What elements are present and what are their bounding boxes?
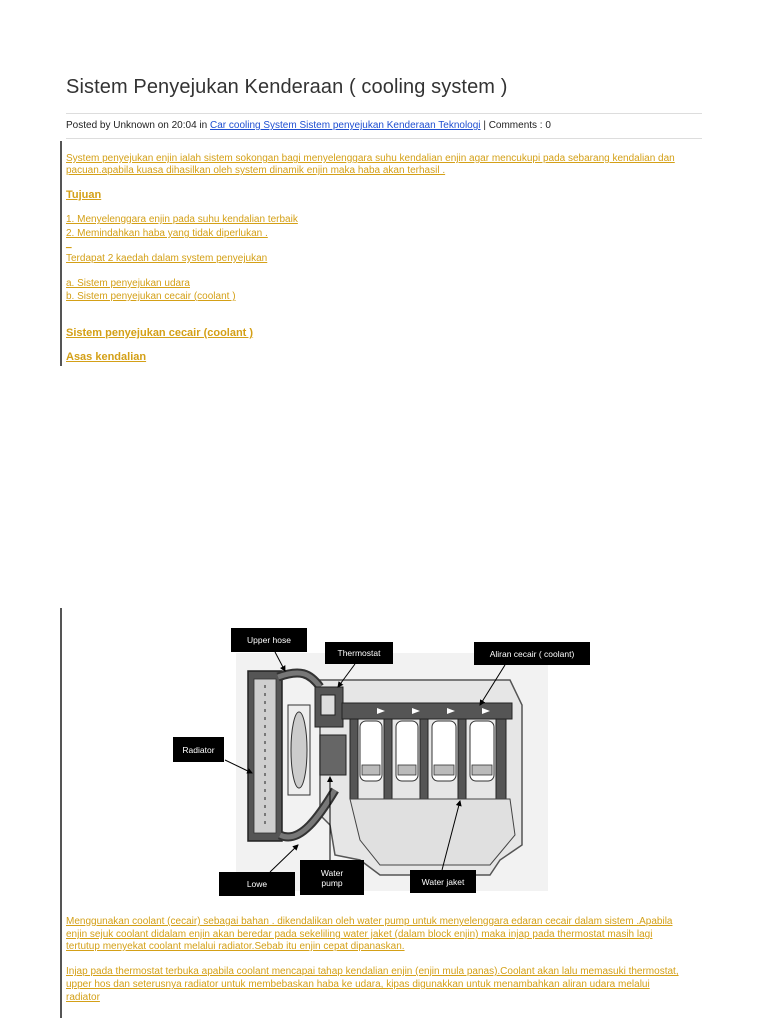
- category-link[interactable]: Car cooling System Sistem penyejukan Kenderaan Teknologi: [210, 120, 481, 131]
- label-water-pump-line1: Water: [320, 867, 344, 878]
- para2-line-3[interactable]: radiator: [66, 992, 100, 1003]
- posted-by-text: Posted by Unknown on 20:04 in: [66, 120, 208, 131]
- label-thermostat: Thermostat: [325, 642, 393, 664]
- tujuan-heading[interactable]: Tujuan: [66, 189, 102, 201]
- content-quote-bar-2: [60, 608, 62, 1018]
- content-quote-bar: [60, 141, 62, 366]
- page-title: Sistem Penyejukan Kenderaan ( cooling system ): [66, 76, 508, 98]
- coolant-heading[interactable]: Sistem penyejukan cecair (coolant ): [66, 327, 254, 339]
- intro-line-1[interactable]: System penyejukan enjin ialah sistem sokongan bagi menyelenggara suhu kendalian enjin agar mencukupi pada sebarang kendalian dan: [66, 153, 675, 164]
- label-water-jaket: Water jaket: [410, 870, 476, 893]
- intro-line-2[interactable]: pacuan.apabila kuasa dihasilkan oleh system dinamik enjin maka haba akan terhasil .: [66, 165, 446, 176]
- title-divider: [66, 113, 702, 114]
- para2-line-2[interactable]: upper hos dan seterusnya radiator untuk membebaskan haba ke udara, kipas digunakkan untuk menambahkan aliran udara melalui: [66, 979, 650, 990]
- engine-illustration: [170, 625, 590, 897]
- tujuan-item-1[interactable]: 1. Menyelenggara enjin pada suhu kendalian terbaik: [66, 214, 298, 225]
- para2-line-1[interactable]: Injap pada thermostat terbuka apabila coolant mencapai tahap kendalian enjin (enjin mula panas).Coolant akan lalu memasuki thermostat,: [66, 966, 679, 977]
- kaedah-intro[interactable]: Terdapat 2 kaedah dalam system penyejukan: [66, 253, 268, 264]
- cooling-system-diagram: [170, 625, 590, 897]
- para1-line-2[interactable]: enjin sejuk coolant didalam enjin akan beredar pada sekeliling water jaket (dalam block enjin) maka injap pada thermostat masih lagi: [66, 929, 653, 940]
- kaedah-item-a[interactable]: a. Sistem penyejukan udara: [66, 278, 190, 289]
- meta-divider: [66, 138, 702, 139]
- kaedah-item-b[interactable]: b. Sistem penyejukan cecair (coolant ): [66, 291, 236, 302]
- label-upper-hose: Upper hose: [231, 628, 307, 652]
- para1-line-3[interactable]: tertutup menyekat coolant melalui radiator.Sebab itu enjin cepat dipanaskan.: [66, 941, 405, 952]
- dash-line[interactable]: _: [66, 238, 72, 249]
- label-water-pump: [300, 860, 364, 895]
- tujuan-item-2[interactable]: 2. Memindahkan haba yang tidak diperlukan .: [66, 228, 268, 239]
- label-radiator: Radiator: [173, 737, 224, 762]
- label-water-pump-line2: pump: [321, 877, 343, 888]
- label-aliran-cecair: Aliran cecair ( coolant): [474, 642, 590, 665]
- post-meta: [66, 120, 551, 131]
- asas-heading[interactable]: Asas kendalian: [66, 351, 147, 363]
- para1-line-1[interactable]: Menggunakan coolant (cecair) sebagai bahan . dikendalikan oleh water pump untuk menyelenggara edaran cecair dalam sistem .Apabila: [66, 916, 673, 927]
- label-lowe: Lowe: [219, 872, 295, 896]
- comments-count: | Comments : 0: [483, 120, 551, 131]
